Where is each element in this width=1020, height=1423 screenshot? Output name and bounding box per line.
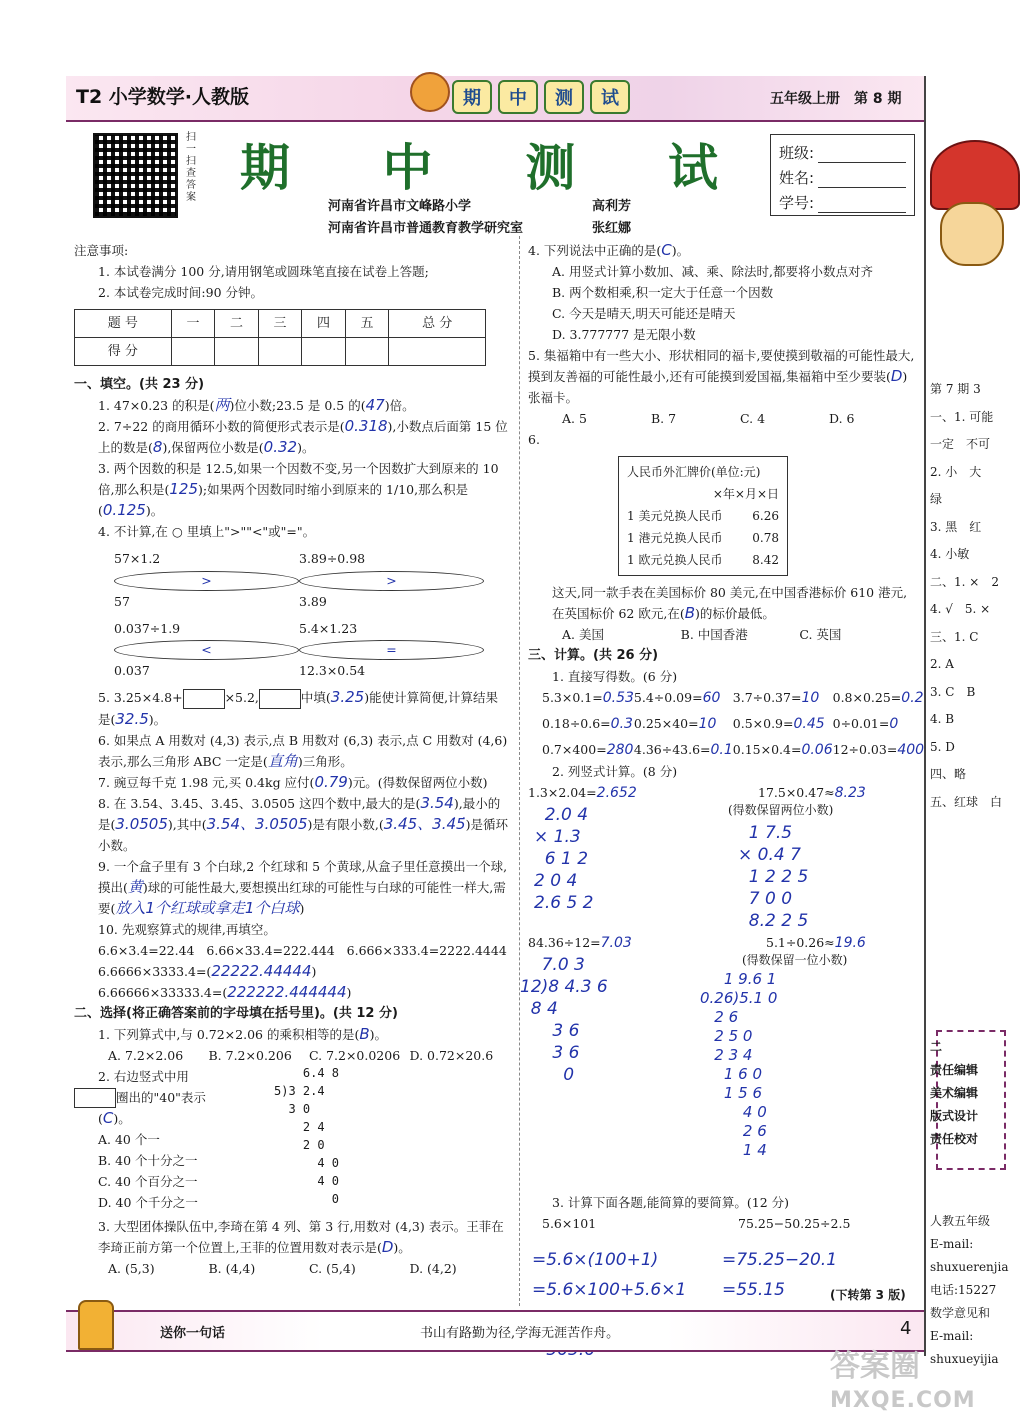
answer: 0.125: [102, 501, 146, 519]
strip-line: 5. D: [930, 739, 955, 754]
page-title: [240, 128, 720, 200]
vertical-work: 1 9.6 1 0.26)5.1 0 2 6 2 5 0 2 3 4 1 6 0 1 5 6 4 0 2 6 1 4: [700, 970, 778, 1159]
editor-list: [930, 1036, 1000, 1151]
contact-strip: [930, 1210, 1009, 1371]
question-3: 3. 两个因数的积是 12.5,如果一个因数不变,另一个因数扩大到原来的 10 倍,那么积是(125);如果两个因数同时缩小到原来的 1/10,那么积是(0.125)。: [98, 461, 499, 519]
choice-3: 3. 大型团体操队伍中,李琦在第 4 列、第 3 行,用数对 (4,3) 表示。王菲在李琦正前方第一个位置上,王菲的位置用数对表示是(D)。: [98, 1218, 504, 1256]
answer: 黄: [127, 877, 143, 896]
question-8: 8. 在 3.54、3.4̇5、3.4̇5̇、3.0505 这四个数中,最大的是(3.54),最小的是(3.0505),其中(3.54、3.0505)是有限小数,(3.4̇5、3.4̇5̇)是循环小数。: [98, 793, 508, 853]
direct-calc-item: 12÷0.03=400: [832, 742, 925, 758]
strip-line: shuxueyijia: [930, 1352, 999, 1366]
vertical-work: 1 7.5 × 0.4 7 1 2 2 5 7 0 0 8.2 2 5: [738, 823, 809, 931]
option[interactable]: D. (4,2): [409, 1260, 457, 1276]
option[interactable]: C. 7.2×0.0206: [309, 1047, 401, 1063]
answer: D: [381, 1237, 394, 1256]
answer: 60: [702, 690, 721, 706]
left-column: [74, 240, 510, 1279]
option[interactable]: C. (5,4): [309, 1260, 356, 1276]
score-cell[interactable]: [258, 338, 302, 366]
header-tile: 测: [544, 80, 584, 114]
question-10: 10. 先观察算式的规律,再填空。: [98, 921, 276, 937]
choice-4: 4. 下列说法中正确的是(C)。: [528, 241, 690, 259]
vertical-work: 2.0 4 × 1.3 6 1 2 2 0 4 2.6 5 2: [534, 805, 594, 913]
score-cell[interactable]: [389, 338, 486, 366]
option[interactable]: A. 40 个一: [98, 1132, 160, 1147]
choice-1: 1. 下列算式中,与 0.72×2.06 的乘积相等的是(B)。: [98, 1024, 388, 1043]
option[interactable]: D. 40 个千分之一: [98, 1195, 198, 1210]
answer: 32.5: [115, 709, 149, 728]
score-cell[interactable]: [345, 338, 389, 366]
direct-calc-item: 0÷0.01=0: [832, 716, 899, 732]
choice-6: 这天,同一款手表在美国标价 80 美元,在中国香港标价 610 港元,在英国标价 62 欧元,在(B)的标价最低。: [552, 585, 908, 622]
footer-label: 送你一句话: [160, 1326, 226, 1341]
strip-line: 第 7 期 3: [930, 382, 981, 396]
option[interactable]: B. 7: [651, 411, 677, 426]
answer: B: [359, 1024, 370, 1043]
answer: 280: [606, 742, 634, 758]
answer: C: [661, 241, 672, 259]
answer-strip: [930, 376, 1003, 816]
answer: C: [102, 1109, 114, 1127]
series-title: T2 小学数学·人教版: [76, 86, 250, 108]
answer: 3.4̇5、3.4̇5̇: [383, 814, 466, 833]
answer: 0.53: [602, 690, 634, 706]
subsection-title: 3. 计算下面各题,能简算的要简算。(12 分): [552, 1195, 790, 1210]
strip-line: 版式设计: [930, 1109, 979, 1123]
title-char: 期: [240, 139, 292, 197]
strip-line: 2. 小 大: [930, 464, 982, 479]
score-header: 题 号: [75, 310, 172, 338]
direct-calc-item: 5.3×0.1=0.53: [542, 690, 634, 706]
score-header: 二: [215, 310, 259, 338]
title-char: 中: [382, 139, 435, 197]
strip-line: 四、略: [930, 767, 967, 781]
vertical-q2: 17.5×0.47≈8.23: [758, 785, 866, 801]
strip-line: 人教五年级: [930, 1214, 991, 1228]
answer: 22222.44444: [211, 961, 312, 980]
option[interactable]: C. 40 个百分之一: [98, 1174, 198, 1189]
score-header: 三: [258, 310, 302, 338]
column-divider: [519, 236, 520, 1306]
lion-mascot-icon: [410, 72, 450, 112]
subsection-title: 2. 列竖式计算。(8 分): [552, 764, 678, 779]
page-number: 4: [900, 1318, 912, 1339]
answer: 400: [897, 742, 925, 758]
title-char: 测: [525, 139, 578, 197]
footer-motto: 书山有路勤为径,学海无涯苦作舟。: [420, 1326, 620, 1341]
choice-5: 5. 集福箱中有一些大小、形状相同的福卡,要使摸到敬福的可能性最大,摸到友善福的可能性最小,还有可能摸到爱国福,集福箱中至少要装(D)张福卡。: [528, 348, 915, 405]
score-table: [74, 309, 486, 366]
giraffe-icon: [78, 1300, 114, 1350]
strip-line: 数学意见和: [930, 1306, 991, 1320]
vertical-q1: 1.3×2.04=2.652: [528, 785, 637, 801]
answer: 8: [152, 438, 163, 456]
simplify-work: =75.25−20.1 =55.15: [722, 1250, 838, 1300]
subsection-title: 1. 直接写得数。(6 分): [552, 669, 678, 684]
section-title: 三、计算。(共 26 分): [528, 648, 659, 663]
class-field[interactable]: [818, 149, 906, 163]
answer-box[interactable]: [259, 689, 301, 709]
answer: 直角: [267, 751, 298, 770]
option[interactable]: A. 美国: [562, 627, 604, 642]
compare-circle[interactable]: >: [114, 571, 299, 591]
table-row: 1 港元兑换人民币 0.78: [627, 531, 779, 545]
header-tile: 试: [590, 80, 630, 114]
answer: 0.45: [793, 716, 825, 732]
mushroom-icon: [930, 140, 1000, 270]
answer: 7.03: [600, 935, 632, 951]
question-4: 4. 不计算,在 ○ 里填上">""<"或"="。: [98, 524, 316, 539]
compare-row: 0.037÷1.9 < 0.037 5.4×1.23 = 12.3×0.54: [114, 618, 510, 682]
option[interactable]: A. 用竖式计算小数加、减、乘、除法时,都要将小数点对齐: [552, 264, 873, 279]
strip-line: 4. √ 5. ×: [930, 602, 991, 616]
direct-calc-item: 0.8×0.25=0.2: [832, 690, 924, 706]
answer: D: [890, 367, 903, 385]
field-label: 学号:: [779, 194, 815, 212]
direct-calc-item: 0.18÷0.6=0.3: [542, 716, 633, 732]
strip-line: 三、1. C: [930, 629, 979, 644]
option[interactable]: B. (4,4): [208, 1260, 256, 1276]
title-char: 试: [667, 139, 720, 197]
answer: 0.2: [901, 690, 924, 706]
score-header: 总 分: [389, 310, 486, 338]
question-7: 7. 豌豆每千克 1.98 元,买 0.4kg 应付(0.79)元。(得数保留两位小数): [98, 772, 488, 791]
compare-row: 57×1.2 > 57 3.89÷0.98 > 3.89: [114, 548, 510, 612]
option[interactable]: A. (5,3): [108, 1260, 155, 1276]
option[interactable]: C. 4: [740, 411, 766, 426]
rounding-note: (得数保留两位小数): [728, 803, 834, 817]
strip-line: 电话:15227: [930, 1283, 997, 1297]
exchange-rate-table: [618, 456, 788, 576]
pattern-blank: 6.6666×3333.4=(22222.44444): [98, 961, 317, 980]
authors: [328, 196, 631, 240]
strip-line: 4. 小敏: [930, 547, 970, 561]
question-6: 6. 如果点 A 用数对 (4,3) 表示,点 B 用数对 (6,3) 表示,点 C 用数对 (4,6) 表示,那么三角形 ABC 一定是(直角)三角形。: [98, 732, 508, 770]
name-field[interactable]: [818, 174, 906, 188]
score-header: 四: [302, 310, 346, 338]
compare-circle[interactable]: <: [114, 640, 299, 660]
option[interactable]: A. 7.2×2.06: [108, 1047, 184, 1063]
answer: 222222.444444: [227, 982, 347, 1001]
direct-calc-item: 0.7×400=280: [542, 742, 634, 758]
pattern-row: 6.6×3.4=22.44 6.66×33.4=222.444 6.666×333.4=2222.4444: [98, 942, 507, 958]
author-affiliation: 河南省许昌市文峰路小学: [328, 199, 472, 214]
choice-2: 2. 右边竖式中用 圈出的"40"表示 (C)。 A. 40 个一 B. 40 个十分之一 C. 40 个百分之一 D. 40 个千分之一 6.4 8 5)3 2.4 3 0 2 4 2 0 4 0 4 0 0: [74, 1066, 510, 1216]
section-title: 一、填空。(共 23 分): [74, 377, 205, 392]
notes-heading: 注意事项:: [74, 243, 129, 258]
direct-calc-grid: [528, 687, 925, 761]
question-9: 9. 一个盒子里有 3 个白球,2 个红球和 5 个黄球,从盒子里任意摸出一个球,摸出(黄)球的可能性最大,要想摸出红球的可能性与白球的可能性一样大,需要(放入1个红球或拿走1个白球): [98, 858, 508, 917]
option[interactable]: B. 40 个十分之一: [98, 1153, 198, 1168]
answer: 3.0505: [115, 814, 168, 833]
strip-line: 绿: [930, 492, 943, 506]
vertical-q3: 84.36÷12=7.03: [528, 935, 632, 951]
option[interactable]: D. 3.777777 是无限小数: [552, 327, 696, 342]
note-item: 2. 本试卷完成时间:90 分钟。: [98, 285, 263, 300]
qr-label: 扫一扫查答案: [186, 132, 196, 203]
option[interactable]: B. 7.2×0.206: [208, 1047, 292, 1063]
question-5: 5. 3.25×4.8+ ×5.2, 中填(3.25)能使计算简便,计算结果是(32.5)。: [98, 688, 499, 728]
answer: 0.3: [610, 716, 633, 732]
option[interactable]: D. 6: [829, 411, 855, 426]
header-tile: 期: [452, 80, 492, 114]
option[interactable]: B. 两个数相乘,积一定大于任意一个因数: [552, 285, 774, 300]
strip-line: shuxuerenjia: [930, 1260, 1009, 1274]
answer: 3.54、3.0505: [206, 814, 308, 833]
strip-line: 4. B: [930, 712, 955, 726]
field-label: 姓名:: [779, 169, 815, 187]
answer-box[interactable]: [74, 1088, 116, 1108]
answer: 0.79: [314, 772, 348, 791]
answer: 0.32: [263, 438, 298, 456]
direct-calc-item: 0.25×40=10: [633, 716, 717, 732]
direct-calc-item: 4.36÷43.6=0.1: [633, 742, 733, 758]
score-header: 一: [171, 310, 215, 338]
compare-circle[interactable]: >: [299, 571, 484, 591]
answer: 8.23: [834, 785, 866, 801]
simplify-work: =5.6×(100+1) =5.6×100+5.6×1: [532, 1250, 687, 1300]
answer: 10: [698, 716, 717, 732]
answer: 0.318: [344, 417, 388, 435]
pattern-blank: 6.66666×33333.4=(222222.444444): [98, 982, 352, 1001]
strip-line: 二: [930, 1040, 943, 1054]
strip-line: 一定 不可: [930, 437, 991, 451]
option[interactable]: C. 英国: [799, 627, 842, 642]
choice-options: [528, 408, 918, 429]
field-label: 班级:: [779, 144, 815, 162]
choice-options: [74, 1045, 510, 1066]
strip-line: 2. A: [930, 657, 954, 671]
answer: B: [684, 604, 695, 622]
note-item: 1. 本试卷满分 100 分,请用钢笔或圆珠笔直接在试卷上答题;: [98, 264, 429, 279]
strip-line: 二、1. × 2: [930, 574, 999, 589]
answer: 125: [169, 480, 198, 498]
header-tiles: [452, 80, 630, 114]
strip-line: 责任编辑: [930, 1063, 979, 1077]
student-info-box: [770, 134, 915, 216]
watermark: 答案圈 MXQE.COM: [830, 1349, 976, 1413]
qr-code-icon[interactable]: [93, 133, 178, 218]
table-row: 1 欧元兑换人民币 8.42: [627, 553, 779, 567]
question-2: 2. 7÷22 的商用循环小数的简便形式表示是(0.318),小数点后面第 15 位上的数是(8),保留两位小数是(0.32)。: [98, 417, 508, 456]
rounding-note: (得数保留一位小数): [742, 953, 848, 967]
strip-line: 责任校对: [930, 1132, 979, 1146]
author-name: 高利芳: [592, 199, 632, 214]
simplify-q2: 75.25−50.25÷2.5: [738, 1216, 851, 1231]
answer: 0.1: [710, 742, 733, 758]
strip-line: E-mail:: [930, 1329, 974, 1343]
answer: 10: [801, 690, 820, 706]
answer-box[interactable]: [183, 689, 225, 709]
question-1: 1. 47×0.23 的积是(两)位小数;23.5 是 0.5 的(47)倍。: [98, 396, 415, 414]
page-edge: [924, 76, 926, 1356]
score-cell[interactable]: [171, 338, 215, 366]
strip-line: 美术编辑: [930, 1086, 979, 1100]
score-cell[interactable]: [215, 338, 259, 366]
vertical-work: 7.0 3 12)8 4.3 6 8 4 3 6 3 6 0: [520, 955, 608, 1085]
strip-line: 3. 黑 红: [930, 519, 982, 534]
author-name: 张红娜: [592, 221, 632, 236]
continued-note: (下转第 3 版): [830, 1288, 906, 1302]
table-title: 人民币外汇牌价(单位:元): [627, 465, 761, 479]
direct-calc-item: 0.15×0.4=0.06: [732, 742, 833, 758]
long-division: 6.4 8 5)3 2.4 3 0 2 4 2 0 4 0 4 0 0: [274, 1065, 340, 1206]
answer: 3.54: [420, 793, 454, 812]
direct-calc-item: 3.7÷0.37=10: [732, 690, 820, 706]
vertical-calc-area: [520, 782, 918, 1192]
strip-line: E-mail:: [930, 1237, 974, 1251]
option[interactable]: D. 0.72×20.6: [409, 1047, 494, 1063]
compare-circle[interactable]: =: [299, 640, 484, 660]
answer: 47: [365, 396, 385, 414]
choice-options: [528, 624, 918, 645]
answer: 3.25: [330, 688, 365, 706]
vertical-q4: 5.1÷0.26≈19.6: [766, 935, 866, 951]
option[interactable]: A. 5: [562, 411, 587, 426]
header-tile: 中: [498, 80, 538, 114]
option[interactable]: B. 中国香港: [680, 627, 748, 642]
choice-options: [74, 1258, 510, 1279]
direct-calc-item: 0.5×0.9=0.45: [732, 716, 825, 732]
table-row: 1 美元兑换人民币 6.26: [627, 509, 779, 523]
author-affiliation: 河南省许昌市普通教育教学研究室: [328, 221, 524, 236]
direct-calc-item: 5.4÷0.09=60: [633, 690, 721, 706]
score-header: 五: [345, 310, 389, 338]
simplify-q1: 5.6×101: [542, 1216, 597, 1231]
answer: 19.6: [834, 935, 866, 951]
strip-line: 五、红球 白: [930, 794, 1003, 809]
answer: 两: [214, 396, 230, 414]
answer: 0: [889, 716, 899, 732]
table-date: ×年×月×日: [712, 487, 779, 501]
strip-line: 3. C B: [930, 684, 976, 699]
score-cell[interactable]: [302, 338, 346, 366]
answer: 放入1个红球或拿走1个白球: [115, 898, 300, 917]
section-title: 二、选择(将正确答案前的字母填在括号里)。(共 12 分): [74, 1005, 398, 1021]
score-row-label: 得 分: [75, 338, 172, 366]
option[interactable]: C. 今天是晴天,明天可能还是晴天: [552, 306, 736, 321]
choice-6-number: 6.: [528, 432, 540, 447]
answer: 2.652: [596, 785, 637, 801]
issue-info: 五年级上册 第 8 期: [770, 91, 902, 107]
answer: 0.06: [801, 742, 833, 758]
strip-line: 一、1. 可能: [930, 409, 994, 424]
student-number-field[interactable]: [818, 199, 906, 213]
